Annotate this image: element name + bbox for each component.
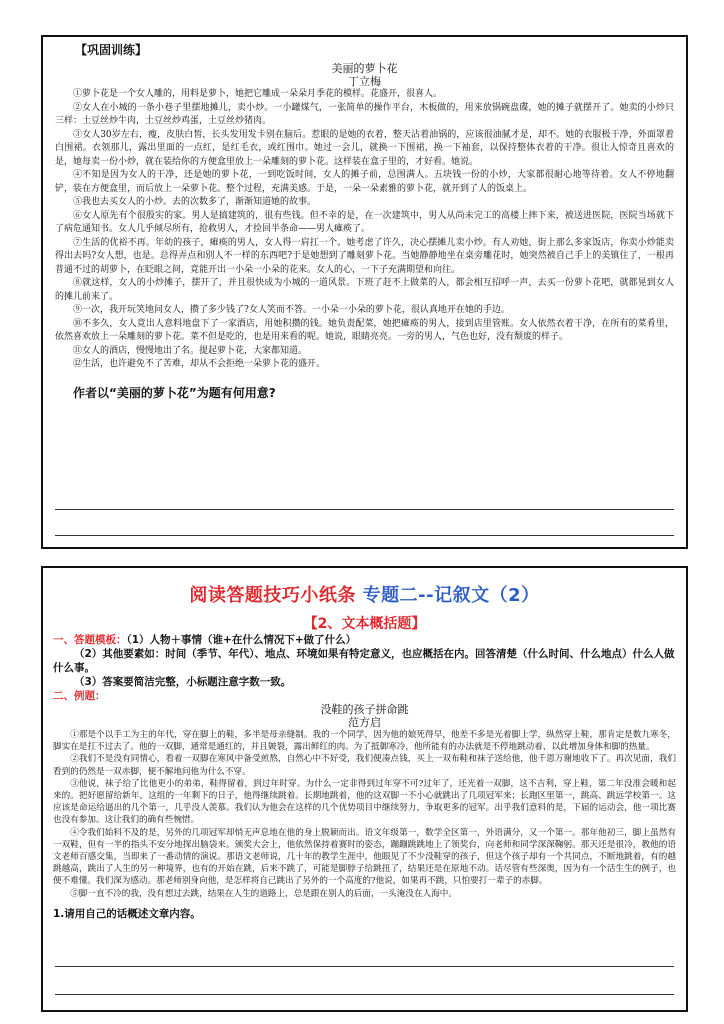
tips-title-topic: 专题二--记叙文（2） — [362, 585, 540, 606]
story-title: 美丽的萝卜花 — [331, 62, 398, 75]
answer-line — [55, 966, 674, 967]
answer-line — [55, 535, 674, 536]
story-paragraph: ①萝卜花是一个女人雕的，用料是萝卜，她把它雕成一朵朵月季花的模样。花盛开，很喜人。 — [73, 89, 443, 99]
example-story-author: 范方启 — [348, 716, 381, 729]
story-paragraph: ④不知是因为女人的干净，还是她的萝卜花，一到吃饭时间，女人的摊子前，总围满人。五块钱一份的小炒，大家都很耐心地等待着。女人不停地翻铲，装在方便盒里，而后放上一朵萝卜花。整个过程，充满美感。于是，一朵一朵素雅的萝卜花，就开到了人的饭桌上。 — [55, 170, 674, 194]
story-paragraph: ②女人在小城的一条小巷子里摆地摊儿，卖小炒。一小罐煤气，一张简单的操作平台，木板做的，用来放锅碗盘碟，她的摊子就摆开了。她卖的小炒只三样：土豆丝炒牛肉，土豆丝炒鸡蛋，土豆丝炒猪肉。 — [55, 102, 674, 126]
story-paragraph: ③女人30岁左右，瘦，皮肤白皙，长头发用发卡别在脑后。惹眼的是她的衣着，整天沾着油锅的，应该很油腻才是，却不。她的衣服极干净，外面罩着白围裙。衣领那儿，露出里面的一点红，是红毛衣，或红围巾。她过一会儿，就换一下围裙，换一下袖套，以保持整体衣着的干净。很让人惊奇且喜欢的是，她每卖一份小炒，就在装给你的方便盒里放上一朵雕刻的萝卜花。这样装在盒子里的，才好看。她说。 — [55, 129, 674, 167]
example-paragraph: ②我们不是没有同情心，看着一双脚在寒风中备受煎熬，自然心中不好受，我们便凑点钱，买上一双布鞋和袜子送给他，他千恩万谢地收下了。再次见面，我们看到的仍然是一双赤脚，便不解地问他为什么不穿。 — [53, 754, 676, 777]
answer-line — [55, 994, 674, 995]
story-paragraph: ⑪女人的酒店，慢慢地出了名。提起萝卜花，大家都知道。 — [73, 345, 308, 356]
example-question: 1.请用自己的话概述文章内容。 — [53, 907, 201, 920]
example-label: 二、例题： — [53, 690, 106, 702]
tips-panel — [41, 566, 688, 1012]
story-paragraph: ⑨一次，我开玩笑地问女人，攒了多少钱了?女人笑而不答。一小朵一小朵的萝卜花，很认真地开在她的手边。 — [73, 305, 510, 315]
story-paragraph: ⑦生活的优裕不再。年幼的孩子，瘫痪的男人，女人得一肩扛一个。她考虑了许久，决心摆摊儿卖小炒。有人劝她，街上那么多家饭店，你卖小炒能卖得出去吗?女人想，也是。总得弄点和别人不一样的东西吧?于是她想到了雕刻萝卜花。当她静静地坐在桌旁雕花时，她突然被自己手上的美镇住了，一根再普通不过的胡萝卜，在眨眼之间，竟能开出一小朵一小朵的花来。女人的心，一下子充满期望和向往。 — [55, 237, 674, 275]
tips-subtitle: 【2、文本概括题】 — [303, 616, 426, 632]
story-paragraph: ⑫生活，也许避免不了苦难，却从不会拒绝一朵萝卜花的盛开。 — [73, 359, 326, 369]
template-item-3: （3）答案要简洁完整，小标题注意字数一致。 — [74, 676, 292, 688]
template-line-1 — [53, 633, 676, 647]
example-paragraph: ③他说，袜子给了比他更小的弟弟，鞋得留着，到过年时穿。为什么一定非得到过年穿不可?过年了，还光着一双脚，这不吉利，穿上鞋，第二年没准会暖和起来的。把好愿留给新年，这组的一年剩下的日子，他得继续跳着。长期地跳着，他的这双脚一不小心就跳出了几项冠军来；长跑区里第一，跳高、跳远学校第一。这应该是命运给逼出的几个第一，几乎没人羡慕。我们认为他会在这样的几个优势项目中继续努力，争取更多的冠军。出乎我们意料的是，下届的运动会，他一项比赛也没有参加。这让我们的确有些惋惜。 — [53, 778, 676, 826]
story-paragraph: ⑤我也去买女人的小炒。去的次数多了，渐渐知道她的故事。 — [73, 197, 317, 207]
example-paragraph: ④令我们始料不及的是，另外的几项冠军却悄无声息地在他的身上脱颖而出。语文年级第一，数学全区第一，外语满分，又一个第一。那年他初三，脚上虽然有一双鞋，但有一半的指头不安分地探出脑袋来。颁奖大会上，他依然保持着赛时的姿态，蹦蹦跳跳地上了领奖台，向老师和同学深深鞠躬。那天还是很冷，教他的语文老师百感交集，当即来了一番动情的演说。那语文老师说，几十年的教学生涯中，他眼见了不少没鞋穿的孩子，但这个孩子却有一个共同点，不断地跳着，有的越跳越高，跳出了人生的另一种境界，也有的开始在跳，后来不跳了，可能是脚脖子给跳扭了，结果还是在原地不动。话尽管有些深奥，因为有一个活生生的例子，也便不难懂。我们深为感动。那老师别身向他，是怎样将自己跳出了另外的一个高度的?他说，如果再不跳，只怕要打一辈子的赤脚。 — [53, 827, 676, 887]
template-label: 一、答题模板： — [53, 634, 127, 646]
story-paragraph: ⑧就这样，女人的小炒摊子，摆开了，并且很快成为小城的一道风景。下班了赶不上做菜的人，都会相互招呼一声，去买一份萝卜花吧，就都晃到女人的摊儿前来了。 — [55, 278, 674, 302]
tips-title-main: 阅读答题技巧小纸条 — [189, 585, 356, 606]
tips-title — [43, 581, 686, 607]
story-paragraph: ⑥女人原先有个很殷实的家。男人是搞建筑的，很有些钱。但不幸的是，在一次建筑中，男人从尚未完工的高楼上摔下来，被送进医院，医院当场就下了病危通知书。女人几乎倾尽所有，抢救男人，才捡回半条命——男人瘫痪了。 — [55, 210, 674, 234]
answer-line — [55, 509, 674, 510]
question-text: 作者以“美丽的萝卜花”为题有何用意? — [73, 385, 276, 400]
practice-panel — [41, 35, 688, 549]
example-paragraph: ①那是个以手工为主的年代，穿在脚上的鞋，多半是母亲缝制。我的一个同学，因为他的娘死得早，他差不多是光着脚上学，纵然穿上鞋，那肯定是数九寒冬，脚实在是扛不过去了。他的一双脚，通常是通红的，并且皴裂，露出鲜红的肉。为了抵御寒冷，他所能有的办法就是不停地跳动着，以此增加身体和脚的热量。 — [53, 730, 676, 753]
story-author: 丁立梅 — [348, 75, 381, 88]
story-paragraph: ⑩不多久，女人竟出人意料地盘下了一家酒店，用她积攒的钱。她负责配菜，她把瘫痪的男人，接到店里管账。女人依然衣着干净，在所有的菜肴里，依然喜欢放上一朵雕刻的萝卜花。菜不但是吃的，也是用来看的呢。她说，眼睛亮亮。一旁的男人，气色也好，没有颓废的样子。 — [55, 318, 674, 342]
template-item-1: （1）人物＋事情（谁+在什么情况下+做了什么） — [126, 634, 357, 646]
template-item-2: （2）其他要素如：时间（季节、年代）、地点、环境如果有特定意义，也应概括在内。回答清楚（什么时间、什么地点）什么人做什么事。 — [53, 648, 675, 674]
example-story-title: 没鞋的孩子拼命跳 — [320, 703, 409, 716]
example-paragraph: ⑤脚一直不冷的我，没有想过去跳，结果在人生的道路上，总是跟在别人的后面，一头淹没在人海中。 — [70, 888, 457, 899]
section-header: 【巩固训练】 — [75, 43, 148, 57]
